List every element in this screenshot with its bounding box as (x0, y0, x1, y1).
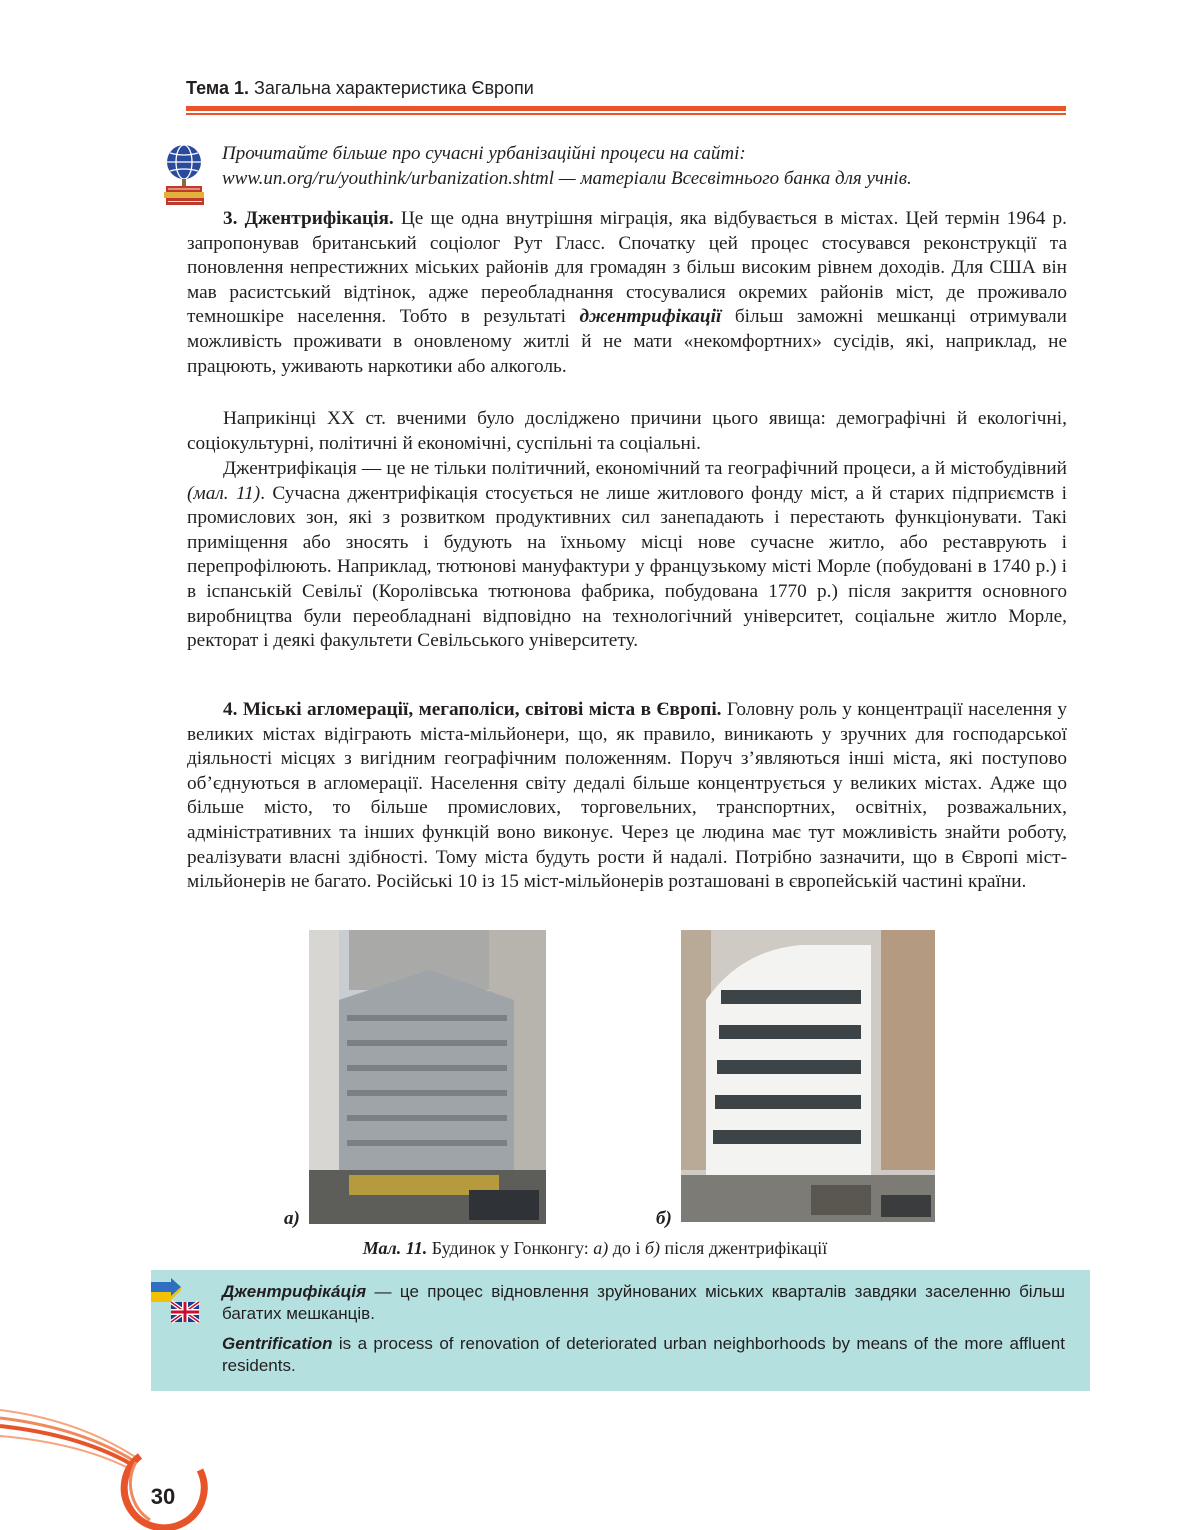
glossary-ua-term: Джентрифіка́ція (222, 1282, 367, 1301)
glossary-ua-definition: — це процес відновлення зруйнованих міських кварталів завдяки заселенню більш багатих мешканців. (222, 1282, 1065, 1323)
glossary-en (222, 1333, 1065, 1377)
section-4-text: Головну роль у концентрації населення у великих містах відіграють міста-мільйонери, що, як правило, виникають у зручних для господарської діяльності місцях з вигідним географічним положенням. Поруч з’являються інші міста, які поступово об’єднуються в агломерації. Населення світу дедалі більше концентрується у великих містах. Адже що більше місто, то більше промислових, торговельних, транспортних, освітніх, розважальних, адміністративних та інших функцій воно виконує. Через це людина має тут можливість знайти роботу, реалізувати власні здібності. Тому міста будуть рости й надалі. Потрібно зазначити, що в Європі міст-мільйонерів не багато. Російські 10 із 15 міст-мільйонерів розташовані в європейській частині країни. (187, 699, 1067, 893)
section-3-p3-text-a: Джентрифікація — це не тільки політичний, економічний та географічний процеси, а й містобудівний (223, 458, 1067, 479)
figure-caption (0, 1238, 1190, 1259)
caption-number: Мал. 11. (362, 1238, 428, 1258)
caption-a: а) (593, 1238, 609, 1258)
header-rule-thick (186, 106, 1066, 111)
ua-uk-flags-icon (151, 1278, 201, 1326)
photo-label-a: а) (284, 1208, 300, 1229)
section-4-heading: 4. Міські агломерації, мегаполіси, світові міста в Європі. (223, 699, 722, 720)
section-4-paragraph (187, 698, 1067, 895)
figure-reference: (мал. 11) (187, 482, 261, 504)
globe-books-icon (160, 142, 208, 208)
section-3-paragraph-2: Наприкінці ХХ ст. вченими було досліджено причини цього явища: демографічні й екологічні, соціокультурні, політичні й економічні, суспільні та соціальні. (187, 408, 1067, 454)
glossary-ua (222, 1281, 1065, 1325)
section-3-p3-text-b: . Сучасна джентрифікація стосується не лише житлового фонду міст, а й старих підприємств і промислових зон, які з розвитком продуктивних сил занепадають і перестають функціонувати. Такі приміщення або зносять і будують на їхньому місці нове сучасне житло, або реставрують і перепрофілюють. Наприклад, тютюнові мануфактури у французькому місті Морле (побудовані в 1740 р.) і в іспанській Севільї (Королівська тютюнова фабрика, побудована 1770 р.) після закриття основного виробництва були переобладнані відповідно на технологічний університет, соціальне житло Морле, ректорат і деякі факультети Севільського університету. (187, 482, 1068, 652)
header-rule-thin (186, 113, 1066, 115)
photo-building-before (309, 930, 546, 1224)
glossary-en-definition: is a process of renovation of deteriorated urban neighborhoods by means of the more affluent residents. (222, 1334, 1065, 1375)
section-3-text-a: Це ще одна внутрішня міграція, яка відбувається в містах. Цей термін 1964 р. запропонував британський соціолог Рут Гласс. Спочатку цей процес стосувався реконструкції та поновлення непрестижних міських районів для громадян з більш високим рівнем доходів. Для США він мав расистський відтінок, адже переобладнання стосувалися окремих районів міст, де проживало темношкіре населення. Тобто в результаті (187, 208, 1067, 328)
section-3-paragraph-3 (187, 457, 1067, 654)
running-header (186, 78, 1066, 99)
header-title: Загальна характеристика Європи (254, 78, 534, 98)
photo-label-b: б) (656, 1208, 672, 1229)
caption-text: Будинок у Гонконгу: (427, 1238, 594, 1258)
photo-building-after (681, 930, 935, 1222)
section-3-paragraph-1 (187, 207, 1067, 379)
section-3-heading: 3. Джентрифікація. (223, 208, 394, 229)
caption-b: б) (644, 1238, 660, 1258)
header-topic: Тема 1. (186, 78, 249, 98)
glossary-en-term: Gentrification (222, 1334, 333, 1353)
caption-mid: до і (608, 1238, 645, 1258)
caption-end: після джентрифікації (659, 1238, 828, 1258)
section-3-text-b: більш заможні мешканці отримували можливість проживати в оновленому житлі й не мати «некомфортних» сусідів, які, наприклад, не працюють, уживають наркотики або алкоголь. (187, 306, 1067, 377)
term-gentrification: джентрифікації (579, 306, 722, 328)
page-number: 30 (150, 1484, 176, 1509)
page-swoosh-decoration (0, 1400, 220, 1530)
website-note: Прочитайте більше про сучасні урбанізаційні процеси на сайті: www.un.org/ru/youthink/urbanization.shtml — матеріали Всесвітнього банка для учнів. (222, 143, 912, 189)
